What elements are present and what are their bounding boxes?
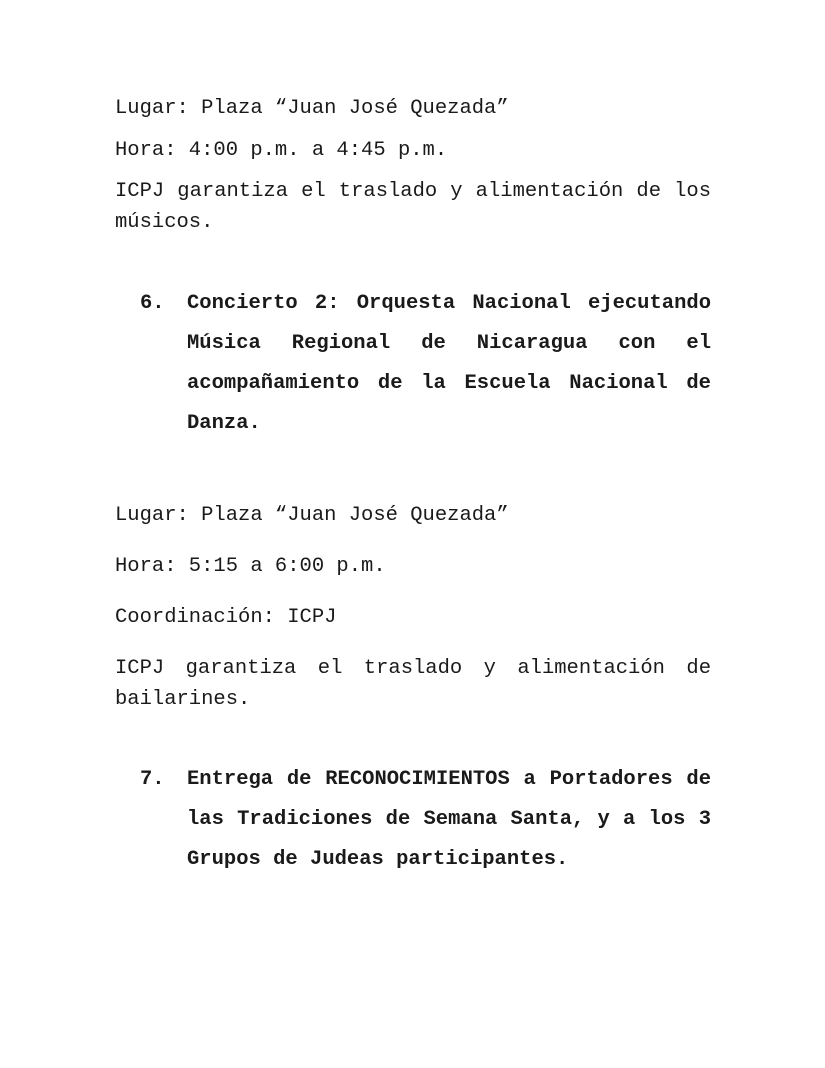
list-item-6 — [140, 284, 711, 444]
block2-hora: Hora: 5:15 a 6:00 p.m. — [115, 555, 386, 578]
list-item-7 — [140, 760, 711, 880]
block1-hora: Hora: 4:00 p.m. a 4:45 p.m. — [115, 139, 448, 162]
list-item-7-number: 7. — [140, 768, 165, 791]
block2-nota-text: ICPJ garantiza el traslado y alimentación de bailarines. — [115, 657, 711, 711]
list-item-6-number: 6. — [140, 292, 165, 315]
list-item-6-text: Concierto 2: Orquesta Nacional ejecutando Música Regional de Nicaragua con el acompañamiento de la Escuela Nacional de Danza. — [187, 292, 711, 435]
block1-nota-text: ICPJ garantiza el traslado y alimentación de los músicos. — [115, 180, 711, 234]
list-item-7-text: Entrega de RECONOCIMIENTOS a Portadores de las Tradiciones de Semana Santa, y a los 3 Grupos de Judeas participantes. — [187, 768, 711, 871]
block2-coordinacion: Coordinación: ICPJ — [115, 606, 337, 629]
block1-lugar: Lugar: Plaza “Juan José Quezada” — [115, 97, 509, 120]
block2-nota — [115, 653, 711, 715]
block2-lugar: Lugar: Plaza “Juan José Quezada” — [115, 504, 509, 527]
block1-nota — [115, 176, 711, 238]
